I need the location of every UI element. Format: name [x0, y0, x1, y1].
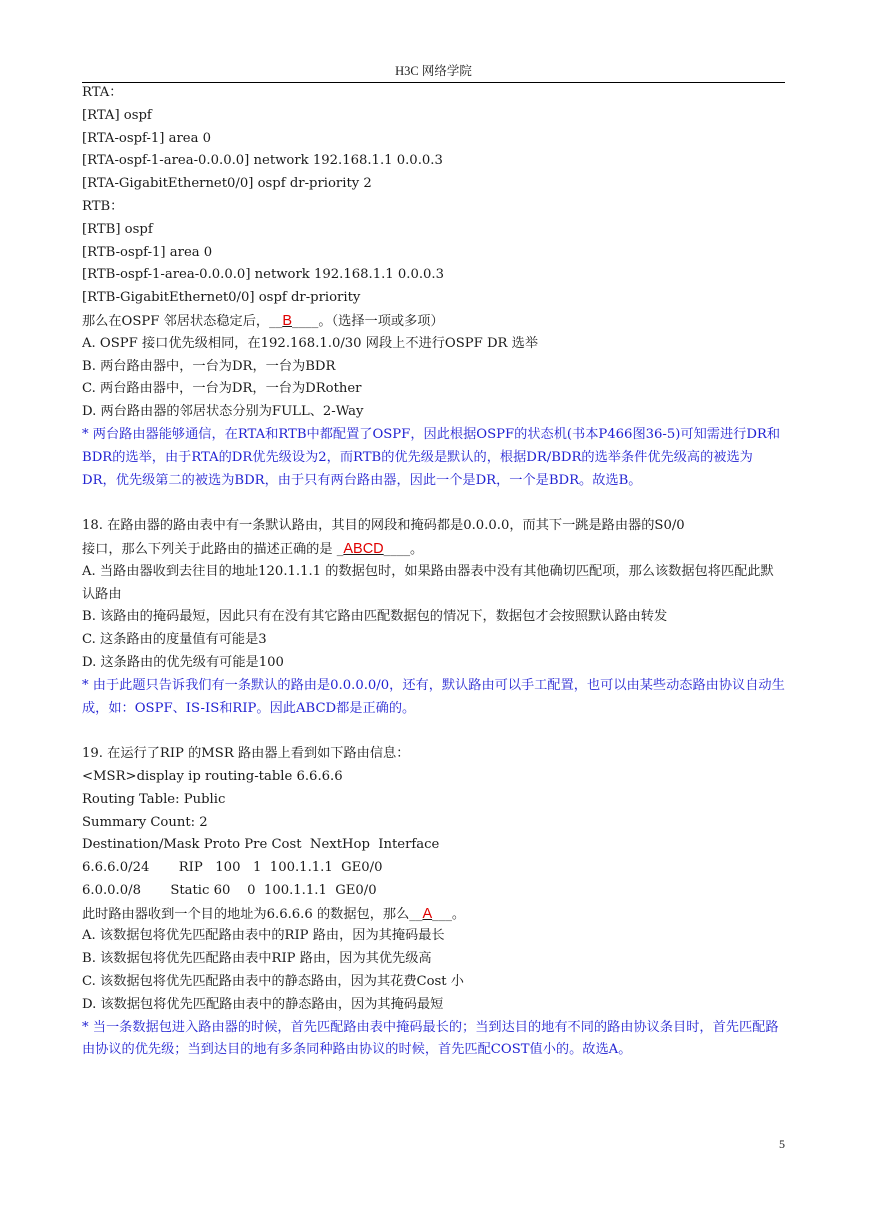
- config-line: [RTB] ospf: [82, 221, 153, 237]
- question-19-option-b: B. 该数据包将优先匹配路由表中RIP 路由，因为其优先级高: [82, 951, 432, 967]
- routing-table-row: 6.6.6.0/24 RIP 100 1 100.1.1.1 GE0/0: [82, 860, 383, 876]
- question-19-explanation: * 当一条数据包进入路由器的时候，首先匹配路由表中掩码最长的；当到达目的地有不同的路由协议条目时，首先匹配路由协议的优先级；当到达目的地有多条同种路由协议的时候，首先匹配COST值小的。故选A。: [82, 1019, 779, 1058]
- question-19-option-d: D. 该数据包将优先匹配路由表中的静态路由，因为其掩码最短: [82, 996, 444, 1012]
- question-17-stem: 那么在OSPF 邻居状态稳定后，__B____。（选择一项或多项）: [82, 312, 444, 329]
- question-18-option-c: C. 这条路由的度量值有可能是3: [82, 632, 267, 648]
- config-line: [RTB-GigabitEthernet0/0] ospf dr-priority: [82, 290, 361, 306]
- routing-output-line: Summary Count: 2: [82, 814, 208, 830]
- question-18-stem-cont: 接口，那么下列关于此路由的描述正确的是 _ABCD____。: [82, 540, 424, 557]
- routing-table-row: 6.0.0.0/8 Static 60 0 100.1.1.1 GE0/0: [82, 882, 377, 898]
- question-17-option-d: D. 两台路由器的邻居状态分别为FULL、2-Way: [82, 404, 364, 420]
- question-17-explanation: * 两台路由器能够通信，在RTA和RTB中都配置了OSPF，因此根据OSPF的状态机(书本P466图36-5)可知需进行DR和BDR的选举，由于RTA的DR优先级设为2，而RTB的优先级是默认的，根据DR/BDR的选举条件优先级高的被选为DR，优先级第二的被选为BDR，由于只有两台路由器，因此一个是DR，一个是BDR。故选B。: [82, 426, 781, 488]
- page-content: [82, 82, 785, 1062]
- config-line: RTB：: [82, 198, 124, 214]
- config-line: RTA：: [82, 85, 123, 100]
- question-19-question: 此时路由器收到一个目的地址为6.6.6.6 的数据包，那么__A___。: [82, 905, 466, 922]
- config-line: [RTA-ospf-1] area 0: [82, 130, 212, 146]
- config-line: [RTB-ospf-1-area-0.0.0.0] network 192.168.1.1 0.0.0.3: [82, 267, 444, 283]
- question-19-answer: A: [422, 905, 433, 922]
- page-number: 5: [779, 1137, 785, 1151]
- page-header: H3C 网络学院: [82, 60, 785, 83]
- question-18-option-b: B. 该路由的掩码最短，因此只有在没有其它路由匹配数据包的情况下，数据包才会按照默认路由转发: [82, 609, 668, 625]
- question-18-stem: 18. 在路由器的路由表中有一条默认路由，其目的网段和掩码都是0.0.0.0，而其下一跳是路由器的S0/0: [82, 518, 685, 534]
- routing-output-line: Routing Table: Public: [82, 791, 226, 807]
- routing-table-header: Destination/Mask Proto Pre Cost NextHop Interface: [82, 837, 440, 853]
- question-19-option-c: C. 该数据包将优先匹配路由表中的静态路由，因为其花费Cost 小: [82, 974, 464, 990]
- config-line: [RTA] ospf: [82, 107, 152, 123]
- question-18-answer: ABCD: [343, 540, 384, 557]
- question-17-option-c: C. 两台路由器中，一台为DR，一台为DRother: [82, 381, 362, 397]
- question-17-answer: B: [282, 312, 292, 329]
- routing-output-line: <MSR>display ip routing-table 6.6.6.6: [82, 768, 343, 784]
- question-17-option-b: B. 两台路由器中，一台为DR，一台为BDR: [82, 358, 336, 374]
- question-19-option-a: A. 该数据包将优先匹配路由表中的RIP 路由，因为其掩码最长: [82, 928, 445, 944]
- config-line: [RTA-ospf-1-area-0.0.0.0] network 192.168.1.1 0.0.0.3: [82, 153, 443, 169]
- config-line: [RTB-ospf-1] area 0: [82, 244, 213, 260]
- question-19-stem: 19. 在运行了RIP 的MSR 路由器上看到如下路由信息：: [82, 746, 410, 762]
- question-17-option-a: A. OSPF 接口优先级相同，在192.168.1.0/30 网段上不进行OSPF DR 选举: [82, 335, 539, 351]
- question-18-explanation: * 由于此题只告诉我们有一条默认的路由是0.0.0.0/0，还有，默认路由可以手工配置，也可以由某些动态路由协议自动生成，如：OSPF、IS-IS和RIP。因此ABCD都是正确的。: [82, 677, 785, 716]
- question-18-option-a: A. 当路由器收到去往目的地址120.1.1.1 的数据包时，如果路由器表中没有其他确切匹配项，那么该数据包将匹配此默认路由: [82, 563, 774, 602]
- config-line: [RTA-GigabitEthernet0/0] ospf dr-priority 2: [82, 176, 372, 192]
- question-18-option-d: D. 这条路由的优先级有可能是100: [82, 654, 284, 670]
